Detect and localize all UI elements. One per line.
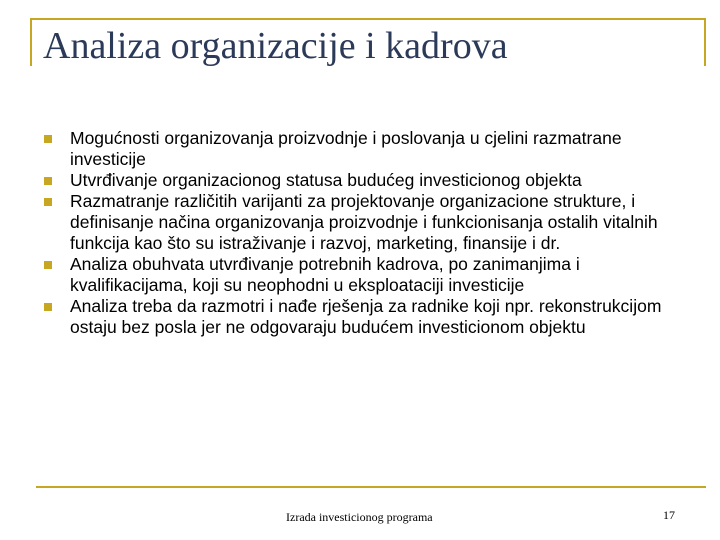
bullet-list bbox=[40, 128, 680, 338]
page-number: 17 bbox=[663, 508, 675, 522]
square-bullet-icon bbox=[44, 303, 52, 311]
square-bullet-icon bbox=[44, 135, 52, 143]
bullet-text: Analiza treba da razmotri i nađe rješenja za radnike koji npr. rekonstrukcijom ostaju bez posla jer ne odgovaraju budućem investicionom objektu bbox=[70, 296, 662, 337]
bullet-text: Razmatranje različitih varijanti za projektovanje organizacione strukture, i definisanje načina organizovanja proizvodnje i funkcionisanja ostalih vitalnih funkcija kao što su istraživanje i razvoj, marketing, finansije i dr. bbox=[70, 191, 658, 253]
slide-title: Analiza organizacije i kadrova bbox=[43, 25, 508, 67]
footer-rule bbox=[36, 486, 706, 488]
bullet-item bbox=[40, 170, 680, 191]
square-bullet-icon bbox=[44, 198, 52, 206]
footer-text: Izrada investicionog programa bbox=[286, 510, 433, 524]
bullet-item bbox=[40, 254, 680, 296]
bullet-text: Analiza obuhvata utvrđivanje potrebnih kadrova, po zanimanjima i kvalifikacijama, koji su neophodni u eksploataciji investicije bbox=[70, 254, 580, 295]
frame-left-line bbox=[30, 18, 32, 66]
bullet-text: Utvrđivanje organizacionog statusa budućeg investicionog objekta bbox=[70, 170, 582, 190]
square-bullet-icon bbox=[44, 261, 52, 269]
bullet-item bbox=[40, 296, 680, 338]
square-bullet-icon bbox=[44, 177, 52, 185]
bullet-item bbox=[40, 128, 680, 170]
frame-top-line bbox=[32, 18, 706, 20]
frame-right-line bbox=[704, 18, 706, 66]
bullet-item bbox=[40, 191, 680, 254]
bullet-text: Mogućnosti organizovanja proizvodnje i poslovanja u cjelini razmatrane investicije bbox=[70, 128, 622, 169]
